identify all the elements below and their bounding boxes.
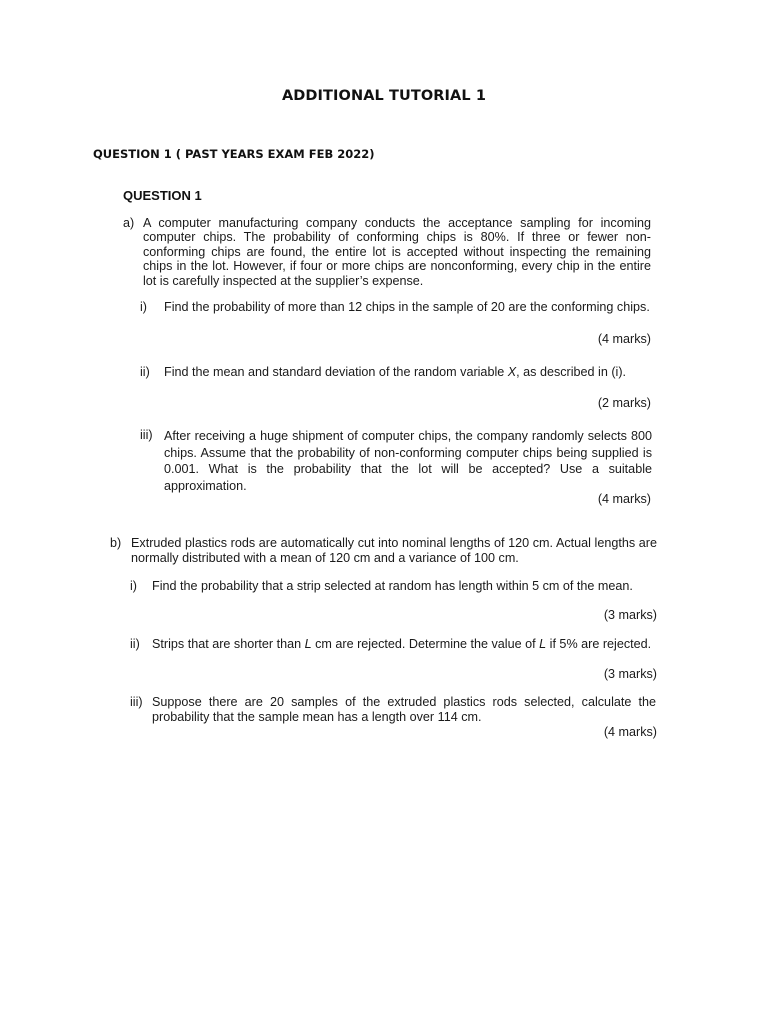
part-b-item-2-text-middle: cm are rejected. Determine the value of bbox=[311, 637, 540, 651]
part-a-item-1-marks: (4 marks) bbox=[597, 332, 651, 346]
document-title: ADDITIONAL TUTORIAL 1 bbox=[281, 88, 487, 104]
part-b-item-1-number: i) bbox=[130, 579, 137, 593]
part-b-item-3-marks: (4 marks) bbox=[603, 725, 657, 739]
part-a-item-3-text: After receiving a huge shipment of computer chips, the company randomly selects 800 chips. Assume that the probability of non-conforming computer chips being supplied is 0.001. What is the probability that the lot will be accepted? Use a suitable approximation. bbox=[164, 429, 652, 493]
part-a-item-2-text bbox=[164, 365, 626, 379]
variable-x: X bbox=[507, 365, 517, 379]
part-a-item-3 bbox=[140, 428, 654, 492]
part-a-item-2-text-end: , as described in (i). bbox=[516, 365, 627, 379]
part-b bbox=[110, 536, 658, 568]
part-a-item-3-marks: (4 marks) bbox=[597, 492, 651, 506]
part-b-item-3 bbox=[130, 695, 658, 727]
part-b-item-2-text bbox=[152, 637, 656, 652]
part-a-letter: a) bbox=[123, 216, 135, 230]
part-a-item-2-text-start: Find the mean and standard deviation of the random variable bbox=[164, 365, 508, 379]
part-b-item-3-text: Suppose there are 20 samples of the extruded plastics rods selected, calculate the probability that the sample mean has a length over 114 cm. bbox=[152, 695, 656, 724]
part-b-item-3-number: iii) bbox=[130, 695, 143, 709]
part-b-text: Extruded plastics rods are automatically cut into nominal lengths of 120 cm. Actual lengths are normally distributed with a mean of 120 cm and a variance of 100 cm. bbox=[131, 536, 657, 565]
variable-l: L bbox=[304, 637, 312, 651]
part-b-item-2-marks: (3 marks) bbox=[603, 667, 657, 681]
part-b-item-2-text-end: if 5% are rejected. bbox=[546, 637, 652, 651]
part-b-item-2-number: ii) bbox=[130, 637, 140, 651]
part-a-item-3-number: iii) bbox=[140, 428, 153, 442]
part-b-letter: b) bbox=[110, 536, 122, 550]
section-heading: QUESTION 1 ( PAST YEARS EXAM FEB 2022) bbox=[93, 147, 375, 161]
part-b-item-1-text: Find the probability that a strip selected at random has length within 5 cm of the mean. bbox=[152, 579, 633, 593]
part-a-item-1-text: Find the probability of more than 12 chips in the sample of 20 are the conforming chips. bbox=[164, 300, 650, 314]
part-b-item-2 bbox=[130, 637, 658, 669]
part-b-item-2-text-start: Strips that are shorter than bbox=[152, 637, 305, 651]
part-a-item-2-marks: (2 marks) bbox=[597, 396, 651, 410]
part-a-item-2-number: ii) bbox=[140, 365, 150, 379]
part-b-item-1-marks: (3 marks) bbox=[603, 608, 657, 622]
part-a-item-1 bbox=[140, 300, 654, 316]
question-label: QUESTION 1 bbox=[123, 188, 202, 203]
part-a-item-1-number: i) bbox=[140, 300, 147, 314]
variable-l-second: L bbox=[539, 637, 547, 651]
part-b-item-1 bbox=[130, 579, 658, 595]
part-a bbox=[123, 216, 653, 296]
part-a-text: A computer manufacturing company conducts the acceptance sampling for incoming computer chips. The probability of conforming chips is 80%. If three or fewer non-conforming chips are found, the entire lot is accepted without inspecting the remaining chips in the lot. However, if four or more chips are nonconforming, every chip in the entire lot is carefully inspected at the supplier’s expense. bbox=[143, 216, 651, 288]
part-a-item-2 bbox=[140, 365, 654, 381]
